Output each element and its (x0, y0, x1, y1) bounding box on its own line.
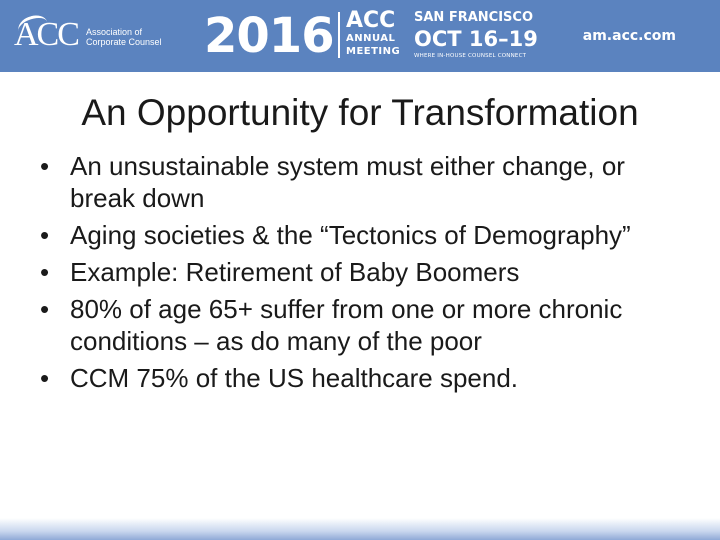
bullet-dot-icon: • (40, 220, 50, 250)
acc-logo (14, 12, 164, 58)
annual-label: ANNUAL (346, 33, 396, 44)
bullet-list (38, 150, 678, 399)
bullet-item (38, 219, 678, 251)
bullet-dot-icon: • (40, 363, 50, 393)
event-tagline: WHERE IN-HOUSE COUNSEL CONNECT (414, 53, 527, 59)
logo-subtitle: Association of Corporate Counsel (86, 27, 162, 47)
bullet-dot-icon: • (40, 294, 50, 324)
bullet-text: An unsustainable system must either change, or break down (70, 151, 625, 213)
event-details (414, 10, 574, 60)
bullet-text: CCM 75% of the US healthcare spend. (70, 363, 519, 393)
header-banner (0, 0, 720, 72)
bullet-item (38, 293, 678, 357)
slide-title: An Opportunity for Transformation (81, 92, 639, 133)
site-url: am.acc.com (582, 28, 676, 44)
meeting-label: MEETING (346, 46, 401, 57)
acc-annual-meeting (346, 10, 408, 58)
event-year: 2016 (204, 8, 334, 64)
logo-mark: ACC (14, 16, 78, 53)
acc-label: ACC (346, 8, 396, 33)
bullet-dot-icon: • (40, 257, 50, 287)
event-dates: OCT 16–19 (414, 27, 538, 51)
bullet-text: Example: Retirement of Baby Boomers (70, 257, 520, 287)
event-city: SAN FRANCISCO (414, 10, 533, 25)
bullet-item (38, 256, 678, 288)
bullet-text: Aging societies & the “Tectonics of Demography” (70, 220, 631, 250)
bullet-item (38, 362, 678, 394)
bullet-item (38, 150, 678, 214)
footer-gradient-strip (0, 518, 720, 540)
bullet-dot-icon: • (40, 151, 50, 181)
bullet-text: 80% of age 65+ suffer from one or more chronic conditions – as do many of the poor (70, 294, 623, 356)
header-divider (338, 12, 340, 58)
